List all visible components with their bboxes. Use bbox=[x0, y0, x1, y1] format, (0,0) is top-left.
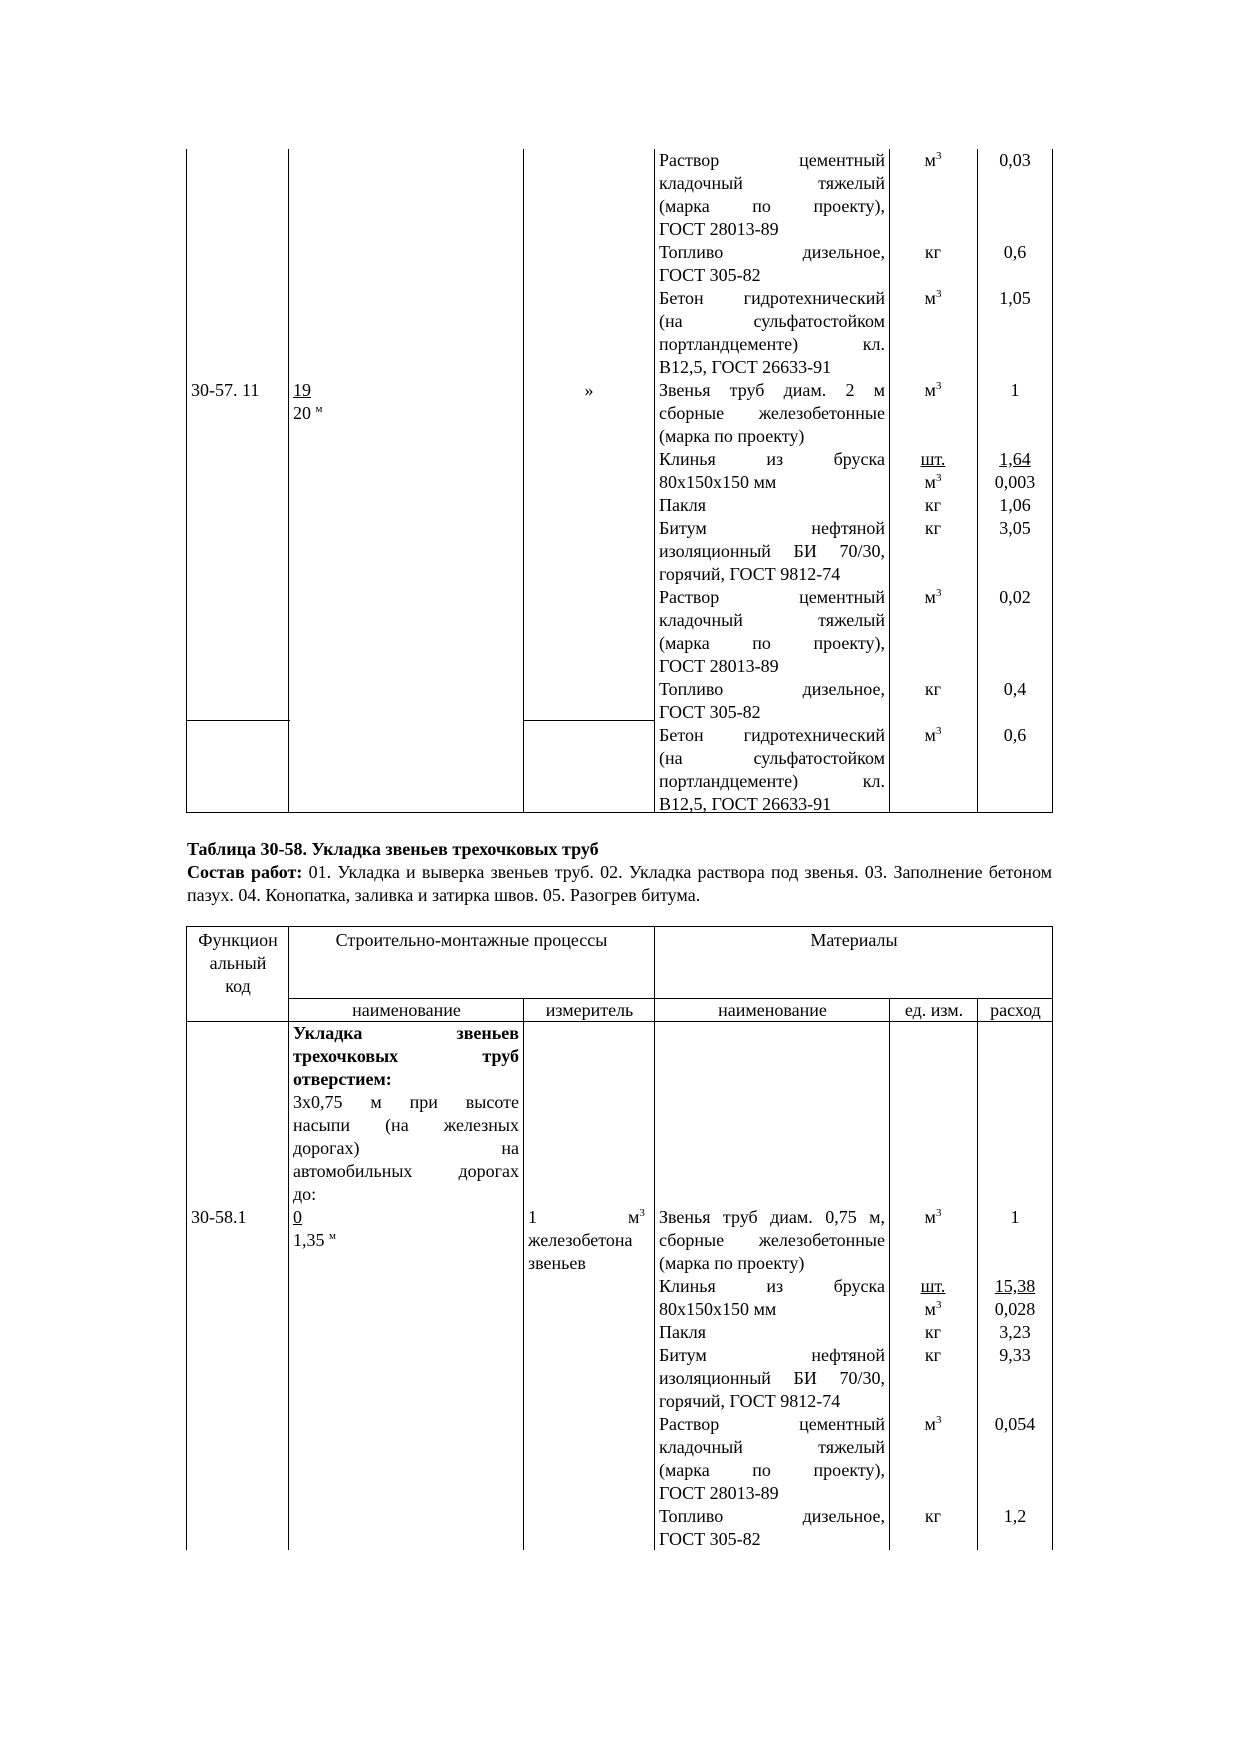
t57-value: 1,64 bbox=[999, 449, 1031, 469]
t58-header-unit: ед. изм. bbox=[904, 1000, 964, 1020]
t57-unit-kg: кг bbox=[924, 518, 942, 538]
t58-value: 15,38 bbox=[994, 1276, 1036, 1296]
t58-unit-kg: кг bbox=[924, 1345, 942, 1365]
t58-border-right bbox=[1052, 926, 1053, 1550]
t58-value: 1 bbox=[1010, 1207, 1020, 1227]
t57-measure-ditto: » bbox=[584, 380, 594, 400]
t57-height-top: 19 bbox=[293, 380, 311, 400]
t58-header-processes: Строительно-монтажные процессы bbox=[335, 930, 608, 950]
t57-value: 0,6 bbox=[1003, 242, 1027, 262]
t58-top-border bbox=[186, 926, 1053, 927]
t57-row-divider bbox=[523, 720, 654, 721]
t58-value: 9,33 bbox=[999, 1345, 1031, 1365]
work-composition bbox=[187, 861, 1052, 907]
t58-unit-kg: кг bbox=[924, 1506, 942, 1526]
t58-header-usage: расход bbox=[990, 1000, 1041, 1020]
work-composition-label: Состав работ: bbox=[187, 862, 303, 882]
t57-unit-m3: $м^3$ bbox=[924, 587, 942, 607]
t57-col-divider bbox=[977, 149, 978, 813]
t58-value: 3,23 bbox=[999, 1322, 1031, 1342]
t58-unit-m3: $м^3$ bbox=[924, 1299, 942, 1319]
t58-value: 1,2 bbox=[1003, 1506, 1027, 1526]
t58-value: 0,054 bbox=[994, 1414, 1036, 1434]
t57-unit-m3: $м^3$ bbox=[924, 150, 942, 170]
t58-header-meter: измеритель bbox=[545, 1000, 634, 1020]
t57-unit-kg: кг bbox=[924, 242, 942, 262]
t58-height-top: 0 bbox=[293, 1207, 302, 1227]
t58-value: 0,028 bbox=[994, 1299, 1036, 1319]
table-30-58-title: Таблица 30-58. Укладка звеньев трехочковых труб bbox=[187, 839, 599, 859]
t57-unit-m3: $м^3$ bbox=[924, 725, 942, 745]
t58-unit-pcs: шт. bbox=[920, 1276, 946, 1296]
t57-border-left bbox=[186, 149, 187, 813]
t57-value: 0,03 bbox=[999, 150, 1031, 170]
t58-header-mat-name: наименование bbox=[718, 1000, 827, 1020]
t58-header-name: наименование bbox=[352, 1000, 461, 1020]
t57-col-divider bbox=[523, 149, 524, 813]
t58-col-divider bbox=[288, 926, 289, 1550]
t57-value: 0,4 bbox=[1003, 679, 1027, 699]
t57-value: 1,05 bbox=[999, 288, 1031, 308]
work-composition-text: 01. Укладка и выверка звеньев труб. 02. Укладка раствора под звенья. 03. Заполнение бетоном пазух. 04. Конопатка, заливка и затирка швов. 05. Разогрев битума. bbox=[187, 862, 1052, 905]
t57-value: 1 bbox=[1010, 380, 1020, 400]
t57-height-bottom: 20 $^м$ bbox=[293, 403, 323, 423]
t58-col-divider bbox=[889, 998, 890, 1550]
t57-value: 0,003 bbox=[994, 472, 1036, 492]
t57-value: 1,06 bbox=[999, 495, 1031, 515]
t58-material-oakum: Пакля bbox=[659, 1322, 706, 1342]
t57-unit-pcs: шт. bbox=[920, 449, 946, 469]
t57-value: 0,6 bbox=[1003, 725, 1027, 745]
t58-unit-m3: $м^3$ bbox=[924, 1207, 942, 1227]
t58-header-materials: Материалы bbox=[810, 930, 898, 950]
t58-col-divider bbox=[523, 998, 524, 1550]
t58-col-divider bbox=[654, 926, 655, 1550]
t57-border-right bbox=[1052, 149, 1053, 813]
t57-row-code: 30-57. 11 bbox=[191, 380, 260, 400]
t58-col-divider bbox=[977, 998, 978, 1550]
t57-unit-m3: $м^3$ bbox=[924, 380, 942, 400]
t57-unit-kg: кг bbox=[924, 679, 942, 699]
t58-height-bottom: 1,35 $^м$ bbox=[293, 1230, 336, 1250]
t57-col-divider bbox=[889, 149, 890, 813]
t57-col-divider bbox=[288, 149, 289, 813]
t58-unit-kg: кг bbox=[924, 1322, 942, 1342]
t57-row-divider bbox=[186, 720, 290, 721]
t57-material-oakum: Пакля bbox=[659, 495, 706, 515]
t57-bottom-border bbox=[186, 812, 1053, 813]
t58-unit-m3: $м^3$ bbox=[924, 1414, 942, 1434]
t58-border-left bbox=[186, 926, 187, 1550]
t57-unit-kg: кг bbox=[924, 495, 942, 515]
t57-value: 0,02 bbox=[999, 587, 1031, 607]
t57-value: 3,05 bbox=[999, 518, 1031, 538]
t57-unit-m3: $м^3$ bbox=[924, 288, 942, 308]
t57-col-divider bbox=[654, 149, 655, 813]
t58-row-code: 30-58.1 bbox=[191, 1207, 247, 1227]
t57-unit-m3: $м^3$ bbox=[924, 472, 942, 492]
